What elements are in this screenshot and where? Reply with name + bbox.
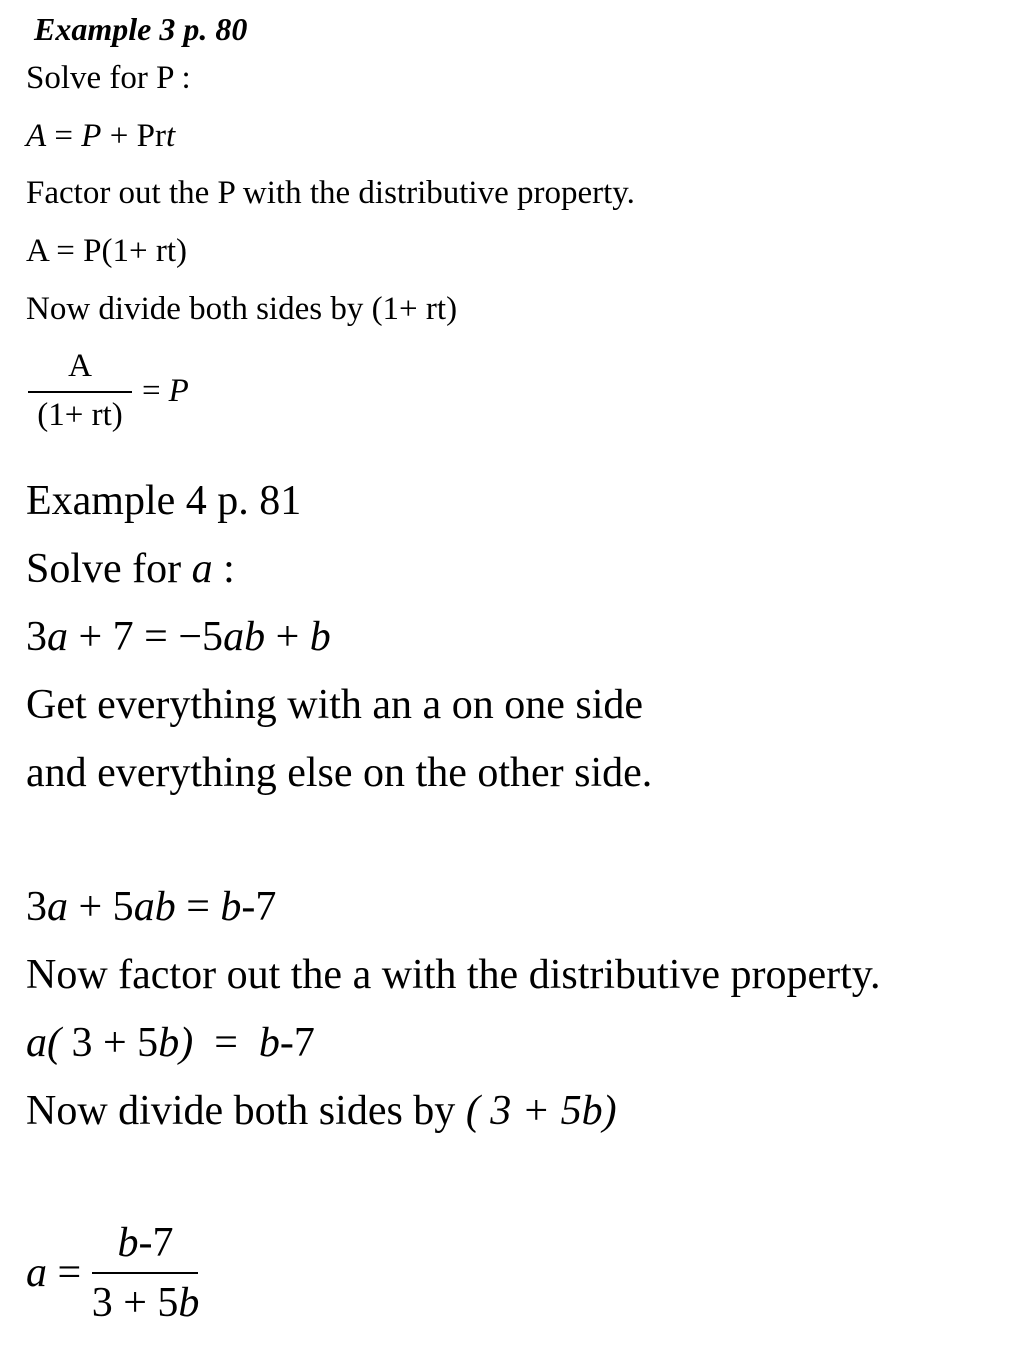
example-4-step-divide: Now divide both sides by ( 3 + 5b) [26, 1088, 617, 1134]
example-4-equation-3: a( 3 + 5b) = b-7 [26, 1020, 315, 1066]
fraction-numerator: b-7 [117, 1220, 174, 1266]
example-4-solve-for: Solve for a : [26, 546, 235, 592]
fraction-denominator: (1+ rt) [37, 397, 123, 433]
fraction-numerator: A [68, 348, 92, 384]
example-4-title: Example 4 p. 81 [26, 478, 302, 524]
fraction-lhs: a [26, 1250, 47, 1296]
fraction-denominator: 3 + 5b [91, 1280, 200, 1326]
example-4-step-factor: Now factor out the a with the distributive property. [26, 952, 881, 998]
example-3-equation-1: A = P + Prt [26, 118, 176, 154]
example-4-fraction [26, 1222, 199, 1324]
example-3-solve-for: Solve for P : [26, 60, 191, 96]
example-4-step-get-2: and everything else on the other side. [26, 750, 653, 796]
example-3-equation-2: A = P(1+ rt) [26, 233, 187, 269]
example-4-equation-1: 3a + 7 = −5ab + b [26, 614, 331, 660]
example-4-step-get-1: Get everything with an a on one side [26, 682, 643, 728]
fraction-bar [92, 1272, 198, 1274]
fraction-bar [28, 391, 132, 393]
fraction-equals: = [142, 372, 161, 409]
example-3-title: Example 3 p. 80 [34, 11, 248, 47]
fraction-equals: = [47, 1250, 92, 1296]
example-3-step-divide: Now divide both sides by (1+ rt) [26, 291, 458, 327]
fraction-rhs: P [168, 372, 189, 409]
example-3-step-factor: Factor out the P with the distributive property. [26, 175, 635, 211]
example-4-equation-2: 3a + 5ab = b-7 [26, 884, 277, 930]
example-3-fraction [28, 350, 189, 432]
